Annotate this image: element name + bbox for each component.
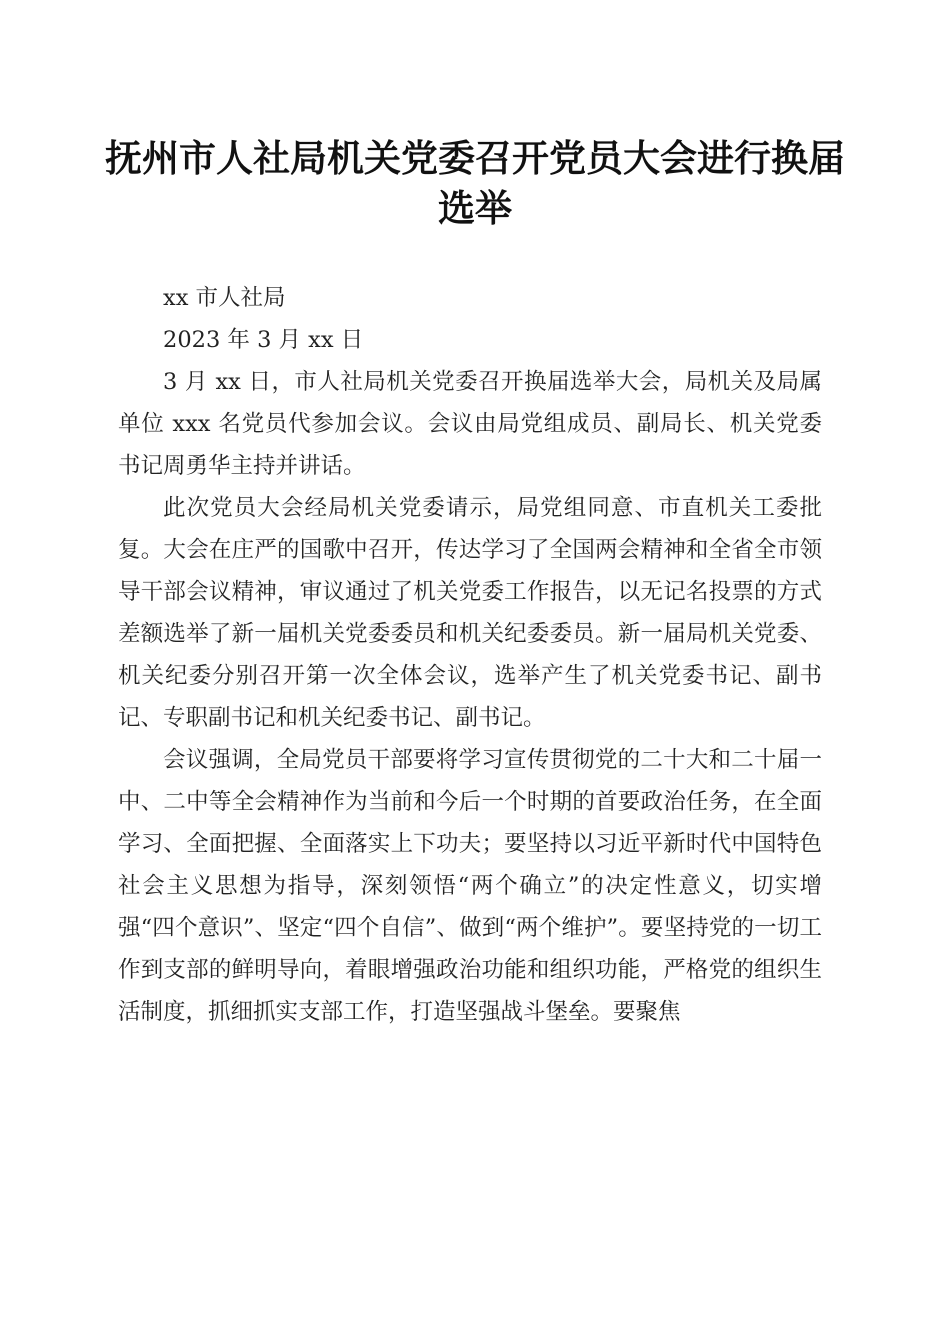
- paragraph-1: 3 月 xx 日，市人社局机关党委召开换届选举大会，局机关及局属单位 xxx 名党员代参加会议。会议由局党组成员、副局长、机关党委书记周勇华主持并讲话。: [118, 369, 822, 479]
- paragraph-2: 此次党员大会经局机关党委请示，局党组同意、市直机关工委批复。大会在庄严的国歌中召开，传达学习了全国两会精神和全省全市领导干部会议精神，审议通过了机关党委工作报告，以无记名投票的方式差额选举了新一届机关党委委员和机关纪委委员。新一届局机关党委、机关纪委分别召开第一次全体会议，选举产生了机关党委书记、副书记、专职副书记和机关纪委书记、副书记。: [118, 495, 822, 731]
- document-date: 2023 年 3 月 xx 日: [163, 327, 364, 353]
- document-body: [118, 277, 822, 1033]
- paragraph-3: 会议强调，全局党员干部要将学习宣传贯彻党的二十大和二十届一中、二中等全会精神作为当前和今后一个时期的首要政治任务，在全面学习、全面把握、全面落实上下功夫；要坚持以习近平新时代中国特色社会主义思想为指导，深刻领悟“两个确立”的决定性意义，切实增强“四个意识”、坚定“四个自信”、做到“两个维护”。要坚持党的一切工作到支部的鲜明导向，着眼增强政治功能和组织功能，严格党的组织生活制度，抓细抓实支部工作，打造坚强战斗堡垒。要聚焦: [118, 747, 822, 1025]
- document-title: 抚州市人社局机关党委召开党员大会进行换届选举: [105, 136, 845, 230]
- document-source: xx 市人社局: [163, 285, 286, 311]
